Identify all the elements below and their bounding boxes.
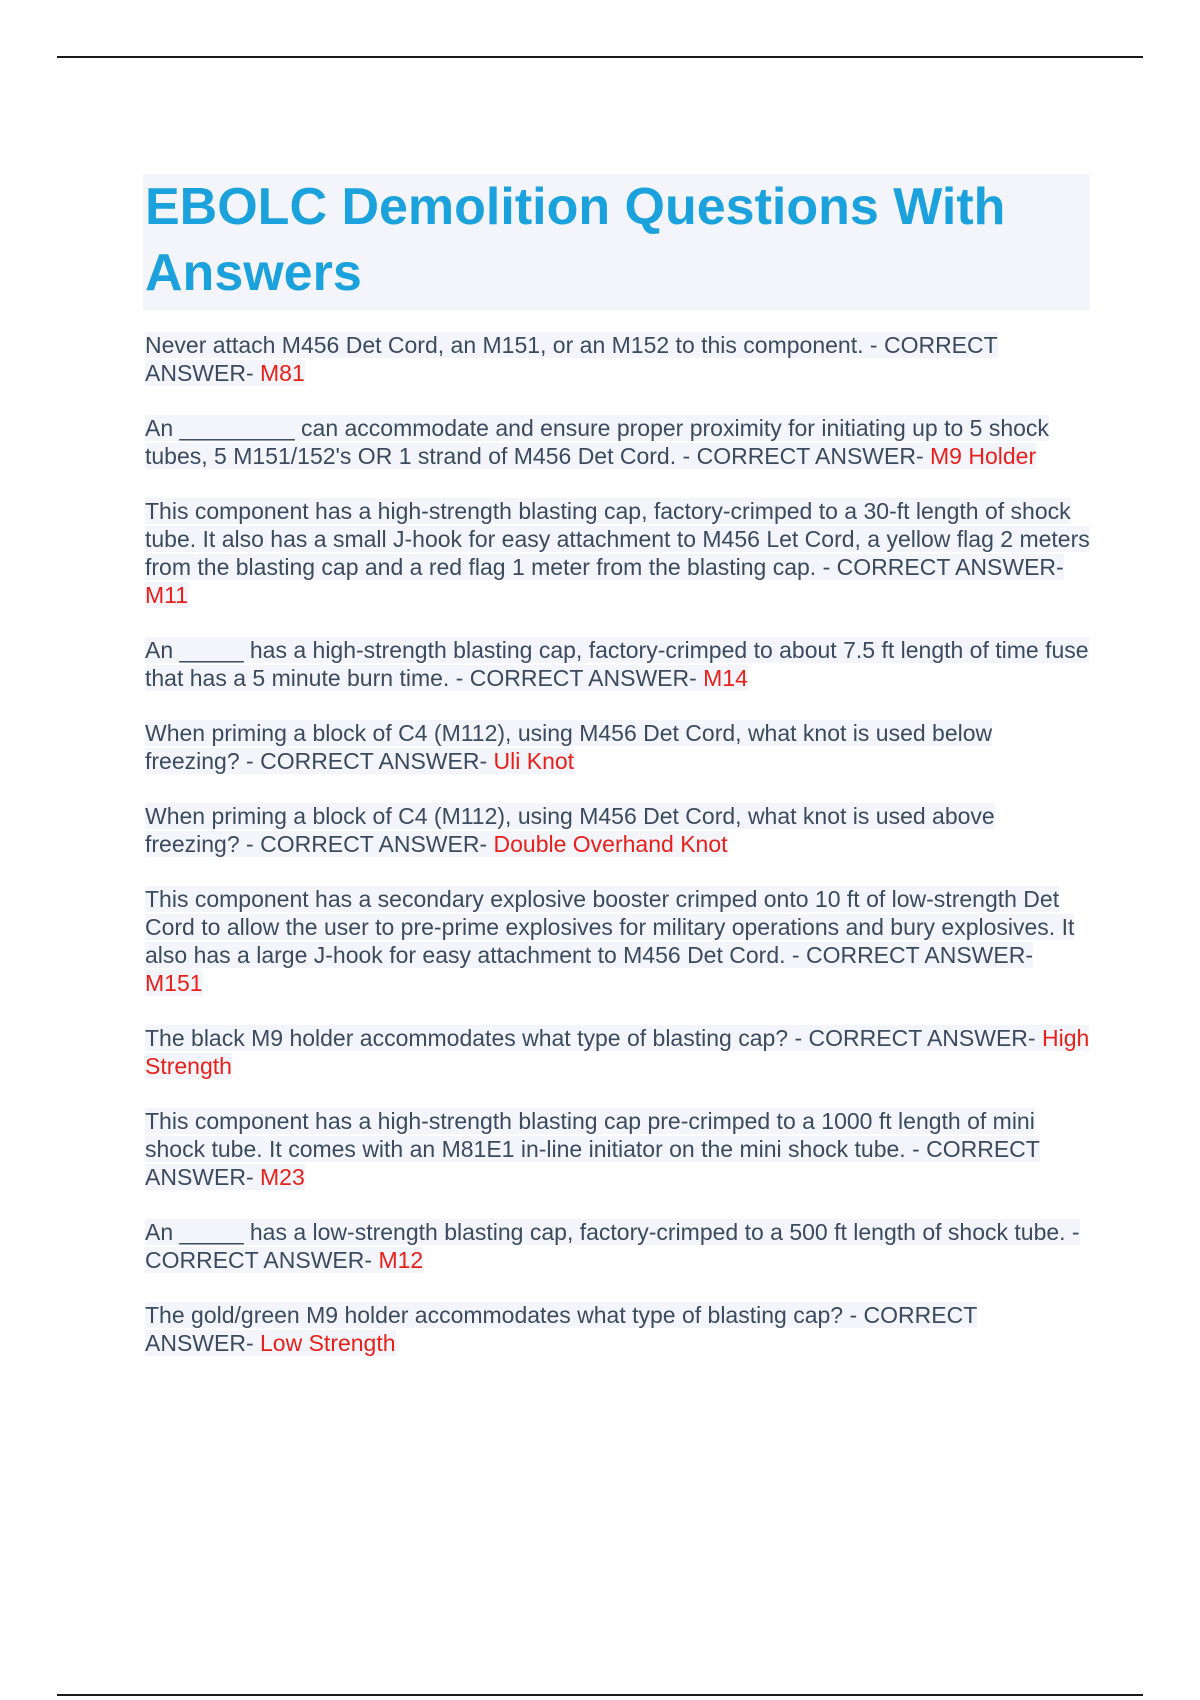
qa-item — [145, 719, 1090, 775]
question-text: This component has a high-strength blasting cap pre-crimped to a 1000 ft length of mini shock tube. It comes with an M81E1 in-line initiator on the mini shock tube. — [145, 1108, 1035, 1162]
answer-text: M12 — [378, 1247, 424, 1273]
separator: - — [843, 1302, 864, 1328]
qa-item — [145, 885, 1090, 997]
answer-label: CORRECT ANSWER- — [145, 1302, 978, 1356]
question-text: The gold/green M9 holder accommodates what type of blasting cap? — [145, 1302, 844, 1328]
top-rule — [57, 56, 1143, 58]
answer-text: Double Overhand Knot — [493, 831, 728, 857]
separator: - — [816, 554, 837, 580]
bottom-rule — [57, 1694, 1143, 1696]
qa-item — [145, 497, 1090, 609]
separator: - — [905, 1136, 927, 1162]
question-text: When priming a block of C4 (M112), using M456 Det Cord, what knot is used above freezing? — [145, 803, 995, 857]
question-text: When priming a block of C4 (M112), using M456 Det Cord, what knot is used below freezing? — [145, 720, 993, 774]
separator: - — [239, 748, 261, 774]
separator: - — [788, 1025, 809, 1051]
answer-label: CORRECT ANSWER- — [696, 443, 931, 469]
separator: - — [449, 665, 470, 691]
answer-label: CORRECT ANSWER- — [145, 332, 998, 386]
answer-text: M81 — [260, 360, 305, 386]
answer-label: CORRECT ANSWER- — [805, 942, 1033, 968]
separator: - — [676, 443, 697, 469]
answer-text: M9 Holder — [930, 443, 1037, 469]
separator: - — [863, 332, 884, 358]
question-text: The black M9 holder accommodates what type of blasting cap? — [145, 1025, 789, 1051]
question-text: An _____ has a high-strength blasting cap, factory-crimped to about 7.5 ft length of time fuse that has a 5 minute burn time. — [145, 637, 1089, 691]
answer-text: High Strength — [145, 1025, 1090, 1079]
title-block — [143, 174, 1090, 310]
answer-label: CORRECT ANSWER- — [808, 1025, 1042, 1051]
answer-text: Low Strength — [260, 1330, 396, 1356]
qa-item — [145, 331, 1090, 387]
qa-item — [145, 1107, 1090, 1191]
separator: - — [239, 831, 261, 857]
question-text: An _________ can accommodate and ensure proper proximity for initiating up to 5 shock tubes, 5 M151/152's OR 1 strand of M456 Det Cord. — [145, 415, 1049, 469]
qa-item — [145, 414, 1090, 470]
answer-text: M11 — [145, 582, 189, 608]
answer-label: CORRECT ANSWER- — [260, 748, 494, 774]
separator: - — [785, 942, 806, 968]
qa-item — [145, 1301, 1090, 1357]
question-text: Never attach M456 Det Cord, an M151, or an M152 to this component. — [145, 332, 864, 358]
answer-label: CORRECT ANSWER- — [145, 1247, 379, 1273]
answer-label: CORRECT ANSWER- — [145, 1136, 1040, 1190]
qa-list — [145, 331, 1090, 1384]
qa-item — [145, 1024, 1090, 1080]
question-text: This component has a high-strength blasting cap, factory-crimped to a 30-ft length of shock tube. It also has a small J-hook for easy attachment to M456 Let Cord, a yellow flag 2 meters from the blasting cap and a red flag 1 meter from the blasting cap. — [145, 498, 1090, 580]
qa-item — [145, 802, 1090, 858]
answer-text: M14 — [703, 665, 748, 691]
answer-label: CORRECT ANSWER- — [260, 831, 494, 857]
answer-label: CORRECT ANSWER- — [469, 665, 704, 691]
answer-text: M23 — [260, 1164, 305, 1190]
page-title: EBOLC Demolition Questions With Answers — [145, 178, 1006, 302]
separator: - — [1065, 1219, 1080, 1245]
question-text: This component has a secondary explosive booster crimped onto 10 ft of low-strength Det Cord to allow the user to pre-prime explosives for military operations and bury explosives. It also has a large J-hook for easy attachment to M456 Det Cord. — [145, 886, 1075, 968]
answer-label: CORRECT ANSWER- — [836, 554, 1064, 580]
qa-item — [145, 636, 1090, 692]
question-text: An _____ has a low-strength blasting cap, factory-crimped to a 500 ft length of shock tube. — [145, 1219, 1066, 1245]
answer-text: M151 — [145, 970, 203, 996]
qa-item — [145, 1218, 1090, 1274]
answer-text: Uli Knot — [493, 748, 575, 774]
